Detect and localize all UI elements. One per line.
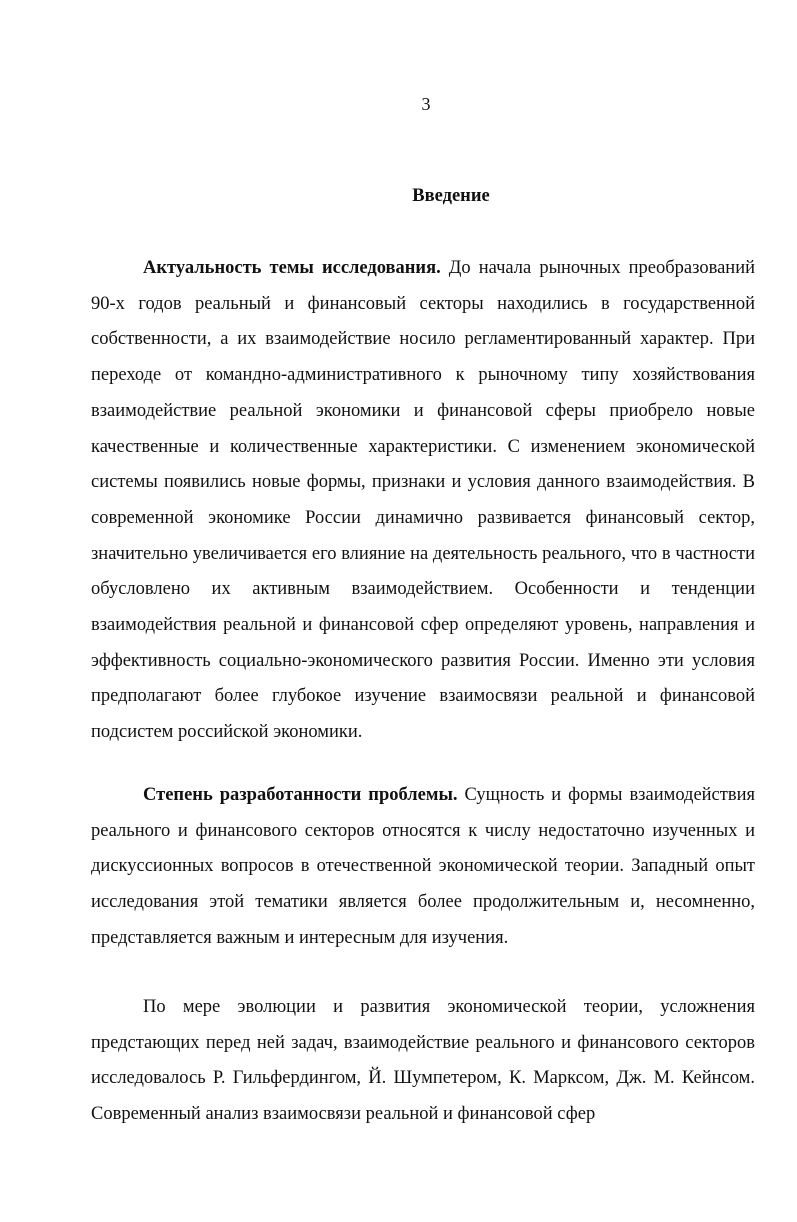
paragraph-body: Сущность и формы взаимодействия реального и финансового секторов относятся к числу недостаточно изученных и дискуссионных вопросов в отечественной экономической теории. Западный опыт исследования этой тематики является более продолжительным и, несомненно, представляется важным и интересным для изучения.: [91, 785, 755, 948]
section-title: Введение: [412, 186, 490, 206]
paragraph-body: По мере эволюции и развития экономической теории, усложнения предстающих перед ней задач, взаимодействие реального и финансового секторов исследовалось Р. Гильфердингом, Й. Шумпетером, К. Марксом, Дж. М. Кейнсом. Современный анализ взаимосвязи реальной и финансовой сфер: [91, 997, 755, 1125]
paragraph-lead: Степень разработанности проблемы.: [143, 785, 458, 805]
paragraph-degree-of-study: [91, 778, 755, 957]
paragraph-body: До начала рыночных преобразований 90-х годов реальный и финансовый секторы находились в государственной собственности, а их взаимодействие носило регламентированный характер. При переходе от командно-административного к рыночному типу хозяйствования взаимодействие реальной экономики и финансовой сферы приобрело новые качественные и количественные характеристики. С изменением экономической системы появились новые формы, признаки и условия данного взаимодействия. В современной экономике России динамично развивается финансовый сектор, значительно увеличивается его влияние на деятельность реального, что в частности обусловлено их активным взаимодействием. Особенности и тенденции взаимодействия реальной и финансовой сфер определяют уровень, направления и эффективность социально-экономического развития России. Именно эти условия предполагают более глубокое изучение взаимосвязи реальной и финансовой подсистем российской экономики.: [91, 258, 755, 743]
paragraph-evolution: [91, 990, 755, 1133]
paragraph-relevance: [91, 251, 755, 751]
page-number: 3: [421, 94, 431, 114]
paragraph-lead: Актуальность темы исследования.: [143, 258, 441, 278]
